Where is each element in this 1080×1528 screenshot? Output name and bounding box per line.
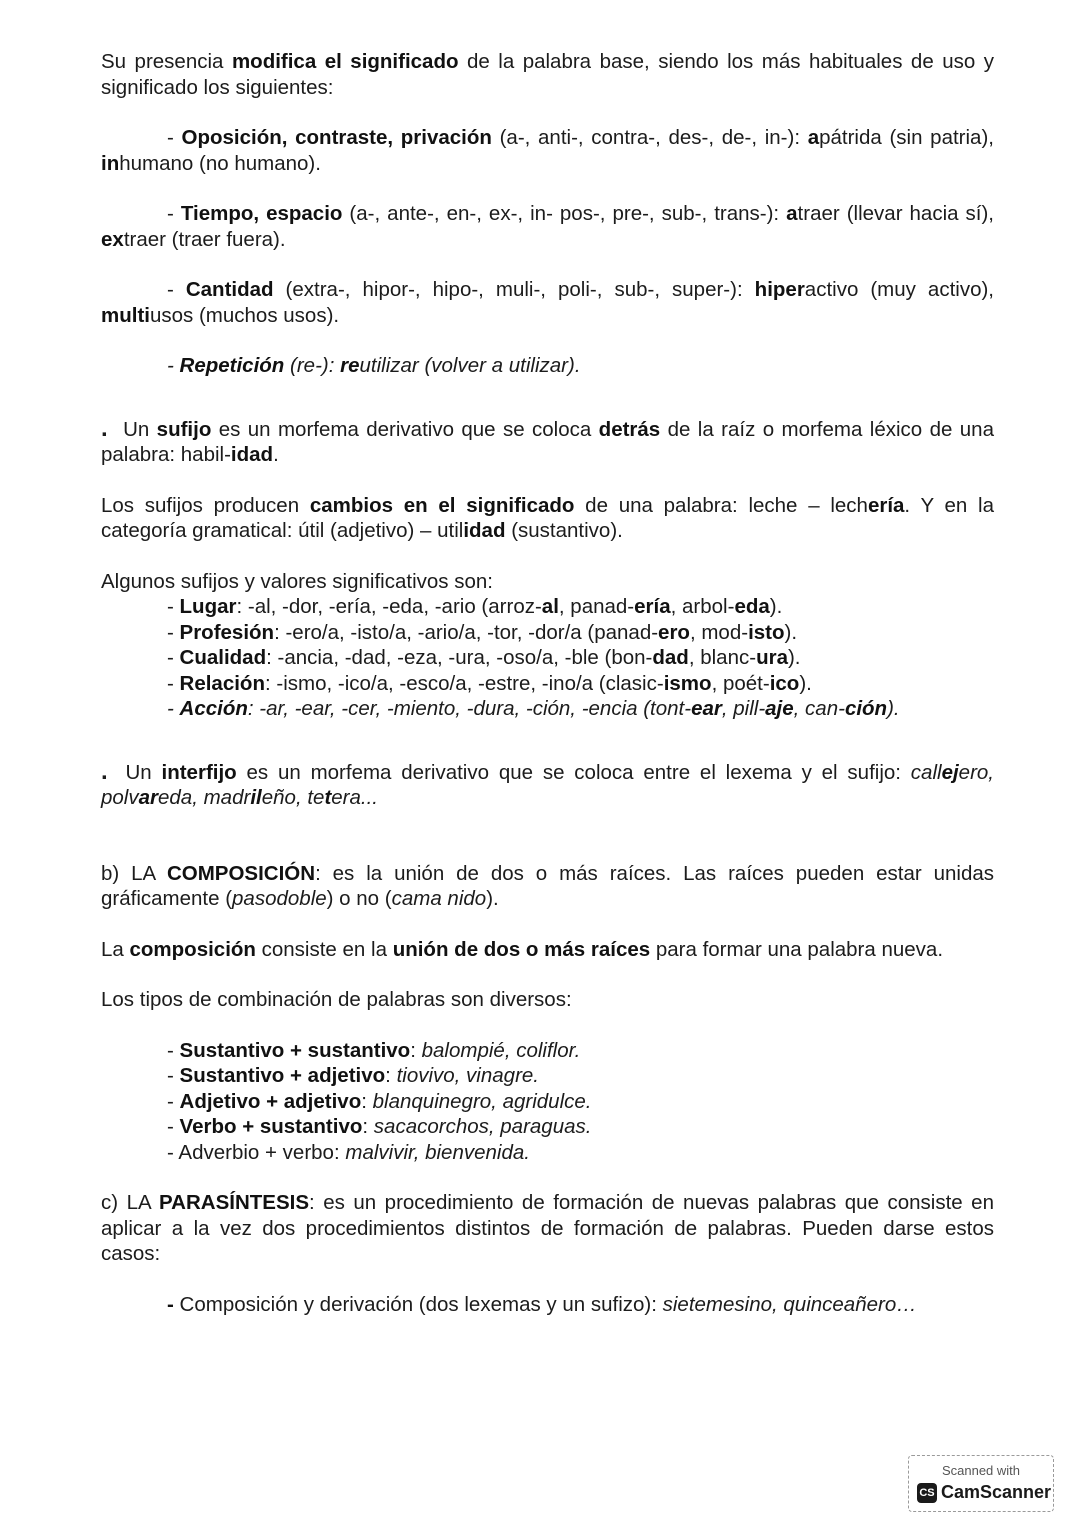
text: Los sufijos producen <box>101 493 310 517</box>
composicion-definition <box>101 937 994 963</box>
text: consiste en la <box>255 937 393 961</box>
group-label: Oposición, contraste, privación <box>181 126 492 149</box>
text: Composición y derivación (dos lexemas y un sufizo): <box>179 1292 663 1316</box>
suffix-values: : -ancia, -dad, -eza, -ura, -oso/a, -ble (bon- <box>266 646 653 669</box>
compound-list <box>101 1038 994 1166</box>
suffix-list <box>101 594 994 722</box>
text: es un morfema derivativo que se coloca entre el lexema y el sufijo: <box>236 760 911 784</box>
text: La <box>101 937 130 961</box>
example-prefix: ex <box>101 227 124 251</box>
example-prefix: re <box>340 354 360 377</box>
prefix-group-repeticion: - Repetición (re-): reutilizar (volver a utilizar). <box>167 354 581 377</box>
bold-text: idad <box>463 519 506 542</box>
text: ). <box>486 887 499 910</box>
suffix-highlight: ura <box>756 646 788 669</box>
compound-examples: blanquinegro, agridulce. <box>372 1089 592 1113</box>
example-prefix: a <box>786 202 798 225</box>
bold-text: unión de dos o más raíces <box>392 937 651 961</box>
suffix-label: Profesión <box>179 620 275 644</box>
text: es un morfema derivativo que se coloca <box>211 417 599 441</box>
italic-example: pasodoble <box>232 887 327 910</box>
text: , blanc- <box>688 646 757 669</box>
suffix-label: Acción <box>179 697 248 720</box>
bullet-dot: . <box>101 414 108 442</box>
interfijo-highlight: il <box>250 786 262 809</box>
suffix-highlight: eda <box>734 595 770 618</box>
text: , poét- <box>711 671 770 695</box>
section-title: COMPOSICIÓN <box>166 861 316 885</box>
suffix-values: : -ismo, -ico/a, -esco/a, -estre, -ino/a (clasic- <box>264 671 664 695</box>
text: ). <box>784 620 798 644</box>
sufijos-intro: Algunos sufijos y valores significativos son: <box>101 569 493 593</box>
suffix-item-accion: - Acción: -ar, -ear, -cer, -miento, -dura, -ción, -encia (tont-ear, pill-aje, can-ción). <box>167 697 900 720</box>
compound-type: Sustantivo + adjetivo <box>179 1064 386 1087</box>
bold-text: interfijo <box>161 760 237 784</box>
text: era... <box>331 786 378 809</box>
example-rest: activo (muy activo), <box>804 278 994 301</box>
interfijo-highlight: ej <box>941 760 959 784</box>
suffix-highlight: al <box>541 595 559 618</box>
compound-item: - Adverbio + verbo: malvivir, bienvenida. <box>167 1140 530 1164</box>
text: ). <box>787 646 801 669</box>
text: call <box>910 760 942 784</box>
text: polv <box>101 786 139 809</box>
suffix-item-lugar: - Lugar: -al, -dor, -ería, -eda, -ario (arroz-al, panad-ería, arbol-eda). <box>167 595 783 618</box>
suffix-label: Lugar <box>179 595 237 618</box>
italic-example: sietemesino, quinceañero… <box>662 1292 917 1316</box>
suffix-item-relacion: - Relación: -ismo, -ico/a, -esco/a, -estre, -ino/a (clasic-ismo, poét-ico). <box>167 671 812 695</box>
text: b) LA <box>101 861 167 885</box>
bullet-dot: . <box>101 757 108 785</box>
compound-examples: sacacorchos, paraguas. <box>373 1115 592 1138</box>
text: Un <box>115 760 162 784</box>
text: eño, <box>261 786 308 809</box>
suffix-values: : -al, -dor, -ería, -eda, -ario (arroz- <box>236 595 542 618</box>
bold-text: cambios en el significado <box>309 493 575 517</box>
section-title: PARASÍNTESIS <box>159 1191 310 1214</box>
text: . <box>273 443 279 466</box>
suffix-highlight: ear <box>691 697 722 720</box>
document-page <box>101 49 994 1317</box>
text: , can- <box>793 697 845 720</box>
interfijo-highlight: t <box>324 786 332 809</box>
text: ). <box>769 595 783 618</box>
example-rest: traer (traer fuera). <box>123 227 286 251</box>
suffix-highlight: isto <box>748 620 785 644</box>
suffix-values: : -ar, -ear, -cer, -miento, -dura, -ción, -encia (tont- <box>247 697 692 720</box>
text: ). <box>887 697 900 720</box>
suffix-highlight: ción <box>844 697 888 720</box>
interfijo-definition <box>101 759 994 811</box>
text: . Y en la categoría gramatical: útil (adjetivo) – util <box>101 493 995 542</box>
compound-examples: malvivir, bienvenida. <box>345 1140 530 1164</box>
prefix-group-cantidad: - Cantidad (extra-, hipor-, hipo-, muli-, poli-, sub-, super-): hiperactivo (muy activo), multiusos (muchos usos). <box>101 278 994 327</box>
compound-type: Verbo + sustantivo <box>179 1115 363 1138</box>
bold-text: ería <box>867 493 905 517</box>
text: : es un procedimiento de formación de nuevas palabras que consiste en aplicar a la vez dos procedimientos distintos de formación de palabras. Pueden darse estos casos: <box>101 1191 994 1265</box>
italic-example: cama nido <box>391 887 487 910</box>
prefix-group-tiempo: - Tiempo, espacio (a-, ante-, en-, ex-, in- pos-, pre-, sub-, trans-): atraer (llevar hacia sí), extraer (traer fuera). <box>101 202 994 251</box>
suffix-item-profesion: - Profesión: -ero/a, -isto/a, -ario/a, -tor, -dor/a (panad-ero, mod-isto). <box>167 620 798 644</box>
text: de la palabra base, siendo los más habituales de uso y significado los siguientes: <box>101 50 994 99</box>
tipos-intro: Los tipos de combinación de palabras son diversos: <box>101 988 572 1011</box>
prefix-list: (a-, anti-, contra-, des-, de-, in-): <box>491 126 808 149</box>
suffix-highlight: ismo <box>663 671 712 695</box>
watermark-caption: Scanned with <box>941 1463 1021 1478</box>
example-rest: usos (muchos usos). <box>149 303 340 327</box>
watermark-brand-name: CamScanner <box>941 1482 1052 1502</box>
text: , pill- <box>721 697 766 720</box>
suffix-highlight: ería <box>634 595 671 618</box>
watermark-brand <box>917 1482 1051 1503</box>
text: eda, <box>158 786 204 809</box>
example-rest: humano (no humano). <box>119 151 321 175</box>
prefix-list: (re-): <box>284 354 341 377</box>
intro-paragraph <box>101 49 994 100</box>
compound-examples: tiovivo, vinagre. <box>396 1064 539 1087</box>
camscanner-logo-icon: CS <box>917 1483 937 1503</box>
sufijo-definition <box>101 416 994 468</box>
compound-type: Adjetivo + adjetivo <box>179 1089 362 1113</box>
compound-type: Adverbio + verbo <box>178 1140 334 1164</box>
example-rest: pátrida (sin patria), <box>819 126 994 149</box>
group-label: Repetición <box>179 354 285 377</box>
group-label: Tiempo, espacio <box>180 202 343 225</box>
suffix-item-cualidad: - Cualidad: -ancia, -dad, -eza, -ura, -oso/a, -ble (bon-dad, blanc-ura). <box>167 646 801 669</box>
suffix-highlight: aje <box>765 697 794 720</box>
bold-text: sufijo <box>156 417 212 441</box>
compound-type: Sustantivo + sustantivo <box>179 1038 411 1062</box>
example-rest: traer (llevar hacia sí), <box>797 202 994 225</box>
text: Un <box>115 417 157 441</box>
text: ). <box>799 671 812 695</box>
text: : es la unión de dos o más raíces. Las raíces pueden estar unidas gráficamente ( <box>101 861 995 910</box>
prefix-list: (extra-, hipor-, hipo-, muli-, poli-, sub-, super-): <box>273 278 755 301</box>
dash: - <box>167 1292 180 1316</box>
text: (sustantivo). <box>505 519 623 542</box>
compound-item: - Verbo + sustantivo: sacacorchos, paraguas. <box>167 1115 592 1138</box>
example-prefix: a <box>807 126 820 149</box>
example-prefix: hiper <box>754 278 805 301</box>
bold-text: modifica el significado <box>231 50 459 73</box>
prefix-group-oposicion: - Oposición, contraste, privación (a-, anti-, contra-, des-, de-, in-): apátrida (sin patria), inhumano (no humano). <box>101 126 994 175</box>
text: , arbol- <box>670 595 735 618</box>
suffix-highlight: ico <box>769 671 800 695</box>
text: , mod- <box>689 620 749 644</box>
prefix-list: (a-, ante-, en-, ex-, in- pos-, pre-, sub-, trans-): <box>342 202 787 225</box>
compound-item: - Sustantivo + adjetivo: tiovivo, vinagre. <box>167 1064 539 1087</box>
compound-item: - Adjetivo + adjetivo: blanquinegro, agridulce. <box>167 1089 592 1113</box>
suffix-highlight: dad <box>652 646 689 669</box>
bold-text: detrás <box>598 417 661 441</box>
text: te <box>307 786 325 809</box>
group-label: Cantidad <box>185 278 274 301</box>
suffix-highlight: ero <box>658 620 690 644</box>
text: Su presencia <box>101 50 232 73</box>
sufijo-cambios <box>101 493 994 544</box>
text: , panad- <box>558 595 635 618</box>
compound-item: - Sustantivo + sustantivo: balompié, coliflor. <box>167 1038 581 1062</box>
parasintesis-case <box>101 1292 994 1318</box>
example-prefix: in <box>101 151 120 175</box>
text: c) LA <box>101 1191 160 1214</box>
text: ) o no ( <box>326 887 392 910</box>
text: de una palabra: leche – lech <box>574 493 868 517</box>
text: ero, <box>958 760 994 784</box>
text: de la raíz o morfema léxico de una palabra: habil- <box>101 417 994 466</box>
text: para formar una palabra nueva. <box>650 937 944 961</box>
example-rest: utilizar (volver a utilizar). <box>359 354 581 377</box>
suffix-label: Cualidad <box>179 646 267 669</box>
interfijo-highlight: ar <box>138 786 158 809</box>
composicion-heading <box>101 861 994 912</box>
bold-text: idad <box>230 443 274 466</box>
camscanner-watermark <box>908 1455 1054 1512</box>
bold-text: composición <box>129 937 256 961</box>
parasintesis-heading <box>101 1190 994 1267</box>
suffix-values: : -ero/a, -isto/a, -ario/a, -tor, -dor/a (panad- <box>274 620 659 644</box>
suffix-label: Relación <box>179 671 265 695</box>
text: madr <box>203 786 251 809</box>
example-prefix: multi <box>101 303 150 327</box>
compound-examples: balompié, coliflor. <box>421 1038 581 1062</box>
